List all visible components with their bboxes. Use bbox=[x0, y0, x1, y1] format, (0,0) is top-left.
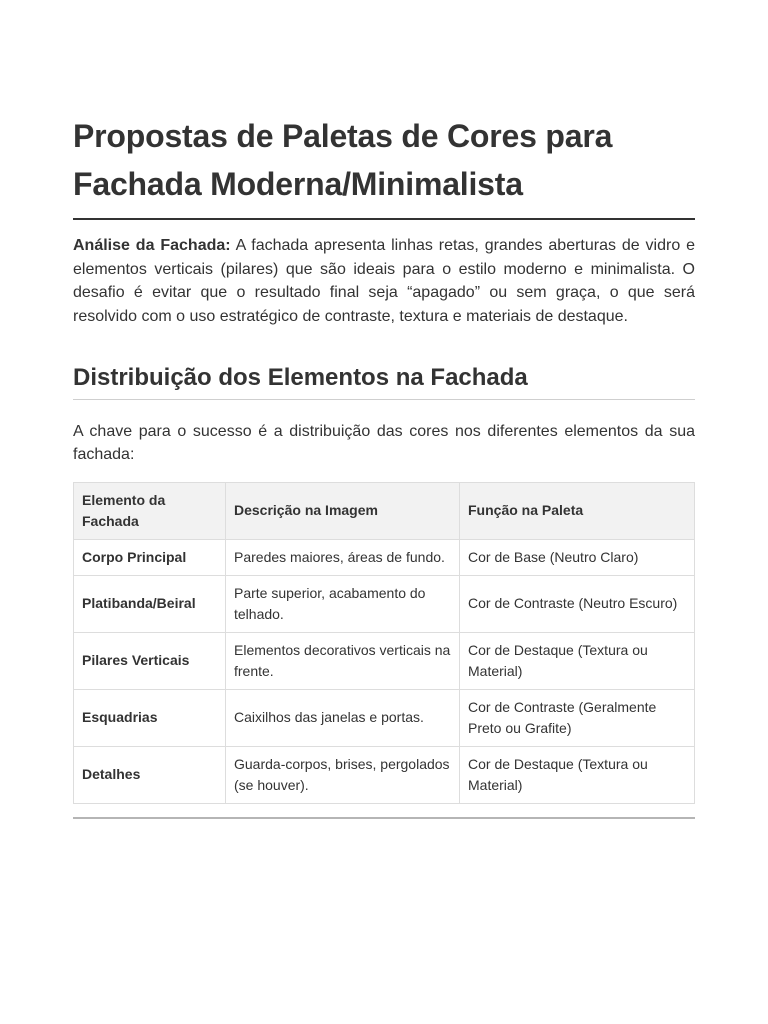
cell-function: Cor de Contraste (Geralmente Preto ou Grafite) bbox=[460, 689, 695, 746]
cell-function: Cor de Base (Neutro Claro) bbox=[460, 539, 695, 575]
table-row bbox=[74, 539, 695, 575]
column-header-description: Descrição na Imagem bbox=[226, 482, 460, 539]
cell-function: Cor de Destaque (Textura ou Material) bbox=[460, 746, 695, 803]
cell-element: Detalhes bbox=[74, 746, 226, 803]
cell-description: Caixilhos das janelas e portas. bbox=[226, 689, 460, 746]
cell-element: Platibanda/Beiral bbox=[74, 575, 226, 632]
table-row bbox=[74, 746, 695, 803]
cell-description: Guarda-corpos, brises, pergolados (se houver). bbox=[226, 746, 460, 803]
cell-function: Cor de Contraste (Neutro Escuro) bbox=[460, 575, 695, 632]
cell-element: Esquadrias bbox=[74, 689, 226, 746]
table-row bbox=[74, 632, 695, 689]
column-header-element: Elemento da Fachada bbox=[74, 482, 226, 539]
cell-function: Cor de Destaque (Textura ou Material) bbox=[460, 632, 695, 689]
cell-element: Pilares Verticais bbox=[74, 632, 226, 689]
table-row bbox=[74, 689, 695, 746]
page-title: Propostas de Paletas de Cores para Fachada Moderna/Minimalista bbox=[73, 112, 695, 220]
column-header-function: Função na Paleta bbox=[460, 482, 695, 539]
elements-table bbox=[73, 482, 695, 804]
facade-analysis-text: A fachada apresenta linhas retas, grandes aberturas de vidro e elementos verticais (pilares) que são ideais para o estilo moderno e minimalista. O desafio é evitar que o resultado final seja “apagado” ou sem graça, o que será resolvido com o uso estratégico de contraste, textura e materiais de destaque. bbox=[73, 237, 696, 325]
document-page bbox=[73, 112, 695, 819]
cell-description: Elementos decorativos verticais na frente. bbox=[226, 632, 460, 689]
facade-analysis-paragraph bbox=[73, 234, 695, 328]
table-row bbox=[74, 575, 695, 632]
table-header-row bbox=[74, 482, 695, 539]
section-intro-paragraph: A chave para o sucesso é a distribuição das cores nos diferentes elementos da sua fachada: bbox=[73, 422, 695, 463]
section-heading: Distribuição dos Elementos na Fachada bbox=[73, 362, 695, 400]
cell-element: Corpo Principal bbox=[74, 539, 226, 575]
cell-description: Parte superior, acabamento do telhado. bbox=[226, 575, 460, 632]
facade-analysis-label: Análise da Fachada: bbox=[73, 237, 231, 254]
bottom-divider bbox=[73, 817, 695, 819]
cell-description: Paredes maiores, áreas de fundo. bbox=[226, 539, 460, 575]
